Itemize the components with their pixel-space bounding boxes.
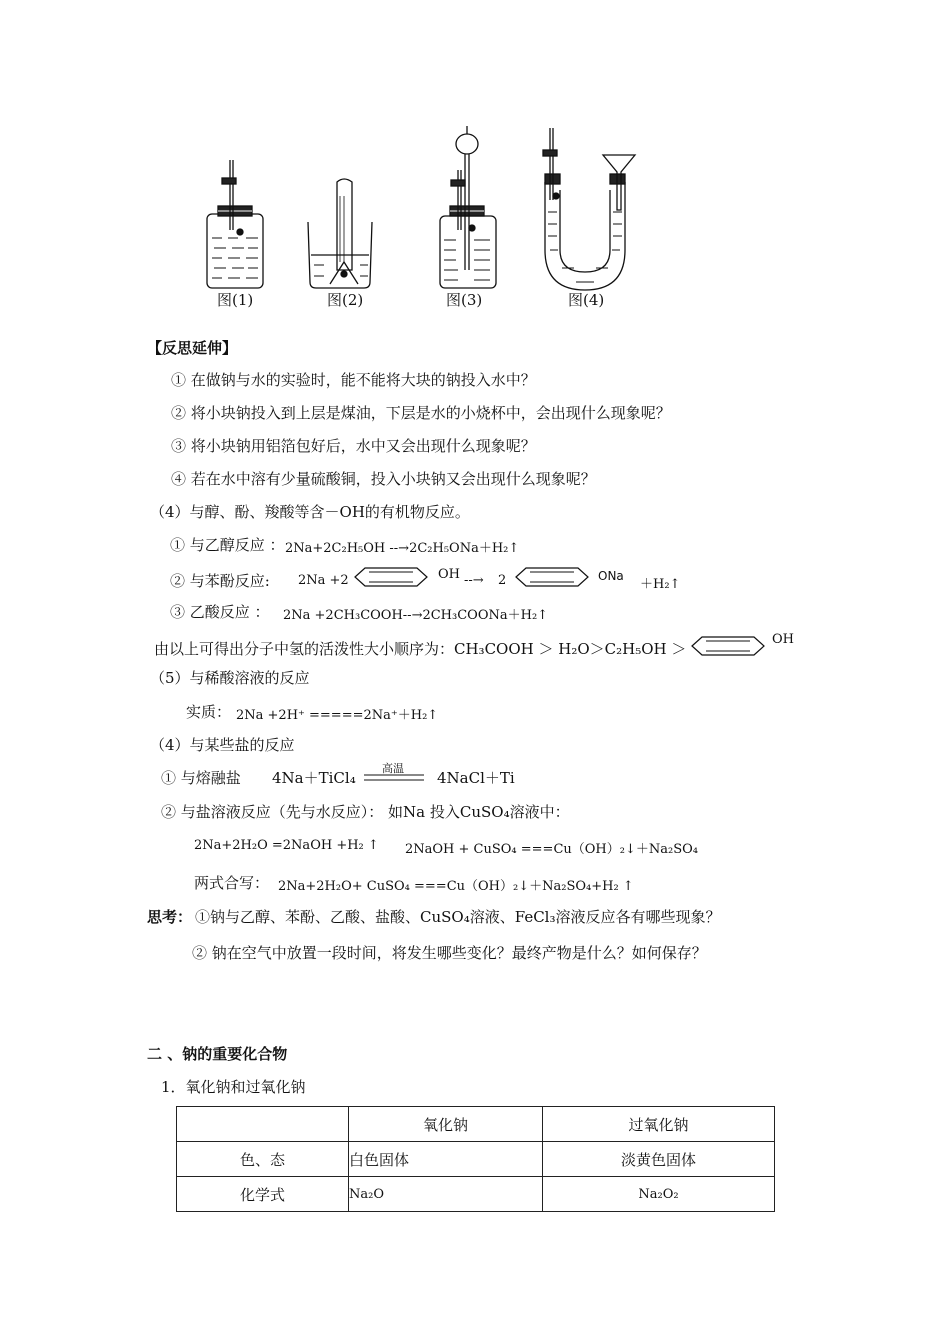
organic-heading: （4）与醇、酚、羧酸等含－OH的有机物反应。 (150, 503, 470, 521)
reflection-item: ② 将小块钠投入到上层是煤油，下层是水的小烧杯中，会出现什么现象呢？ (171, 404, 671, 422)
phenol-lhs: 2Na +2 (298, 573, 349, 588)
reflection-item: ③ 将小块钠用铝箔包好后，水中又会出现什么现象呢？ (171, 437, 536, 455)
ethanol-label: ① 与乙醇反应 ： (170, 536, 285, 554)
phenol-label: ② 与苯酚反应: (170, 572, 270, 590)
phenoxide-ona-label: ONa (598, 569, 624, 583)
benzene-ring-icon (686, 632, 768, 660)
acetic-label: ③ 乙酸反应 ： (170, 603, 270, 621)
think-question: ② 钠在空气中放置一段时间，将发生哪些变化？最终产物是什么？如何保存？ (192, 944, 707, 962)
acid-heading: （5）与稀酸溶液的反应 (150, 669, 310, 687)
figure-3-drawing (440, 126, 496, 288)
table-header-row (177, 1107, 775, 1142)
phenol-coefficient: 2 (498, 573, 507, 588)
salt-heading: （4）与某些盐的反应 (150, 736, 295, 754)
salt-equation-1: 2Na+2H₂O =2NaOH +H₂ ↑ (194, 838, 379, 853)
benzene-ring-icon (349, 563, 431, 591)
table-row (177, 1142, 775, 1177)
reflection-item: ④ 若在水中溶有少量硫酸铜，投入小块钠又会出现什么现象呢？ (171, 470, 596, 488)
table-header-cell: 过氧化钠 (543, 1107, 775, 1142)
section-title: 二 、钠的重要化合物 (147, 1045, 288, 1063)
figure-3-caption: 图(3) (446, 291, 483, 309)
combined-equation: 2Na+2H₂O+ CuSO₄ ===Cu（OH）₂↓＋Na₂SO₄+H₂ ↑ (278, 879, 634, 894)
phenol-tail: ＋H₂↑ (640, 577, 681, 592)
table-cell: 淡黄色固体 (543, 1142, 775, 1177)
salt-equation-2: 2NaOH + CuSO₄ ===Cu（OH）₂↓＋Na₂SO₄ (405, 842, 698, 857)
molten-condition: 高温 (382, 762, 404, 775)
figure-4-drawing (543, 128, 635, 290)
table-cell: 色、态 (177, 1142, 349, 1177)
figure-2-caption: 图(2) (327, 291, 364, 309)
apparatus-figures (190, 118, 650, 318)
think-question: ①钠与乙醇、苯酚、乙酸、盐酸、CuSO₄溶液、FeCl₃溶液反应各有哪些现象？ (195, 908, 721, 926)
phenol-arrow: --→ (464, 573, 484, 588)
molten-label: ① 与熔融盐 (161, 769, 241, 787)
figure-4-caption: 图(4) (568, 291, 605, 309)
table-cell: Na₂O (349, 1177, 543, 1212)
phenol-oh-label: OH (438, 567, 460, 582)
molten-rhs: 4NaCl＋Ti (437, 769, 515, 787)
figure-2-drawing (308, 179, 372, 288)
table-cell: 白色固体 (349, 1142, 543, 1177)
solution-label: ② 与盐溶液反应（先与水反应）： 如Na 投入CuSO₄溶液中： (161, 803, 570, 821)
order-oh-label: OH (772, 632, 794, 647)
combined-label: 两式合写： (194, 874, 270, 892)
table-row (177, 1177, 775, 1212)
benzene-ring-icon (510, 563, 592, 591)
essence-equation: 2Na +2H⁺ =====2Na⁺＋H₂↑ (236, 708, 439, 723)
activity-order: 由以上可得出分子中氢的活泼性大小顺序为：CH₃COOH ＞ H₂O＞C₂H₅OH ＞ (154, 640, 687, 658)
think-label: 思考： (147, 908, 193, 926)
essence-label: 实质： (186, 703, 232, 721)
table-header-cell (177, 1107, 349, 1142)
oxide-comparison-table (176, 1106, 775, 1212)
table-cell: 化学式 (177, 1177, 349, 1212)
reflection-item: ① 在做钠与水的实验时，能不能将大块的钠投入水中？ (171, 371, 536, 389)
reflection-heading: 【反思延伸】 (147, 339, 238, 357)
table-header-cell: 氧化钠 (349, 1107, 543, 1142)
figure-1-drawing (207, 160, 263, 288)
equals-sign-icon (364, 772, 424, 784)
molten-lhs: 4Na＋TiCl₄ (272, 769, 356, 787)
acetic-equation: 2Na +2CH₃COOH--→2CH₃COONa＋H₂↑ (283, 608, 549, 623)
table-cell: Na₂O₂ (543, 1177, 775, 1212)
ethanol-equation: 2Na+2C₂H₅OH --→2C₂H₅ONa＋H₂↑ (285, 541, 520, 556)
subsection-title: 1．氧化钠和过氧化钠 (161, 1078, 306, 1096)
figure-1-caption: 图(1) (217, 291, 254, 309)
